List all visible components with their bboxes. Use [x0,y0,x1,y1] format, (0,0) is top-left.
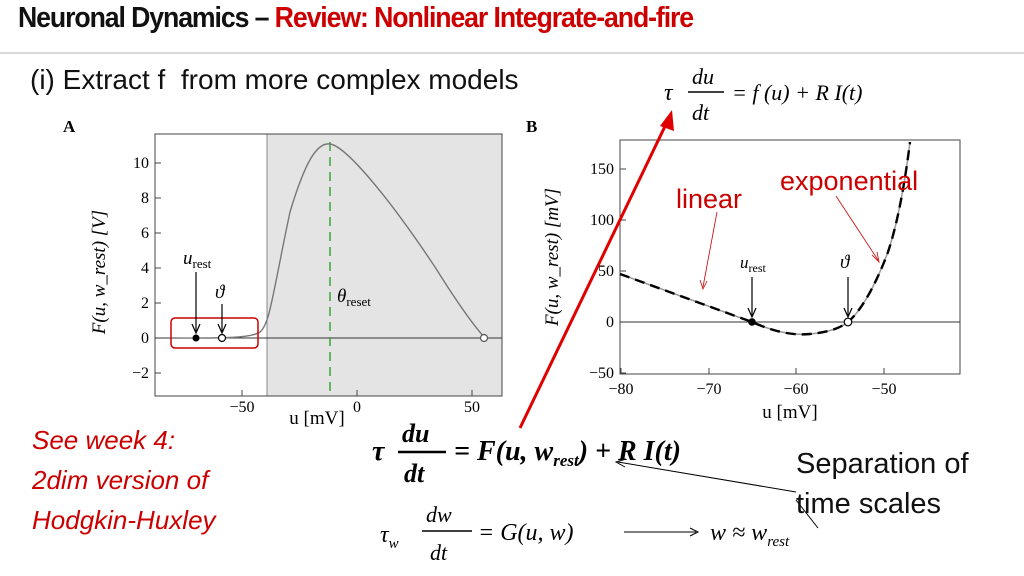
separation-note-line2: time scales [796,488,942,520]
subtitle: (i) Extract f from more complex models [30,64,519,95]
panel-a-label: A [63,117,76,136]
bold-eq-rhs: = F(u, $w_{rest}) + R$ I(t) [454,436,681,470]
bold-eq-den: dt [404,459,425,488]
w-equation [378,496,858,576]
panel-b-ytick-minus50: −50 [588,365,614,382]
panel-b-theta-label: ϑ [840,252,850,273]
panel-b-ytick-150: 150 [590,161,614,178]
panel-a-ytick-8: 8 [141,190,149,207]
top-eq-num: du [692,64,714,89]
panel-a-ytick-6: 6 [141,225,149,242]
panel-a-theta-label: ϑ [215,282,225,303]
panel-b-exponential-label: exponential [780,166,919,196]
title-highlight: Review: Nonlinear Integrate-and-fire [274,2,694,34]
bold-equation [370,414,790,494]
title-main: Neuronal Dynamics – [18,2,275,34]
panel-a-xtick-50: 50 [464,399,480,416]
panel-a-ylabel: F(u, w_rest) [V] [89,209,110,335]
panel-b-ytick-50: 50 [598,263,614,280]
panel-b-xtick-minus70: −70 [696,381,722,398]
panel-b-ylabel: F(u, w_rest) [mV] [542,187,563,327]
panel-b-xlabel: u [mV] [762,402,818,423]
panel-a-xtick-minus50: −50 [229,399,255,416]
panel-b-label: B [526,117,538,136]
panel-b-xtick-minus60: −60 [783,381,809,398]
panel-b-ytick-0: 0 [606,314,614,331]
week4-note-line1: See week 4: [32,425,176,455]
panel-b-ytick-100: 100 [590,212,614,229]
panel-a-theta-reset-label: $\theta_{reset}$ [337,286,371,309]
w-eq-result: $w \approx w_{rest}$ [710,520,790,550]
red-arrow-head [660,110,674,131]
top-eq-rhs: = f (u) + R I(t) [732,80,863,105]
week4-note-line2: 2dim version of [32,465,209,495]
top-eq-tau: τ [664,80,673,106]
bold-eq-tau: τ [372,436,385,467]
week4-note [32,420,216,540]
panel-b-linear-label: linear [676,184,743,214]
red-arrow-line [520,120,668,428]
panel-a-ytick-2: 2 [141,295,149,312]
top-eq-den: dt [692,100,710,125]
w-eq-tau: $\tau_w$ [380,522,399,552]
bold-eq-num: du [402,419,430,448]
w-eq-num: dw [426,502,452,527]
panel-a-ytick-10: 10 [133,155,149,172]
panel-a-xtick-0: 0 [353,399,361,416]
panel-a-ytick-4: 4 [141,260,149,277]
panel-a-xlabel: u [mV] [289,408,345,427]
w-eq-rhs: = G(u, w) [478,520,574,546]
separation-note-line1: Separation of [796,448,969,480]
panel-b-xtick-minus50: −50 [871,381,897,398]
panel-a-urest-label: $u_{rest}$ [183,248,212,271]
week4-note-line3: Hodgkin-Huxley [32,505,216,535]
w-eq-den: dt [430,540,448,565]
panel-a-ytick-minus2: −2 [131,365,149,382]
panel-b-urest-label: $u_{rest}$ [740,253,766,275]
panel-a-ytick-0: 0 [141,330,149,347]
panel-b-xtick-minus80: −80 [608,381,634,398]
